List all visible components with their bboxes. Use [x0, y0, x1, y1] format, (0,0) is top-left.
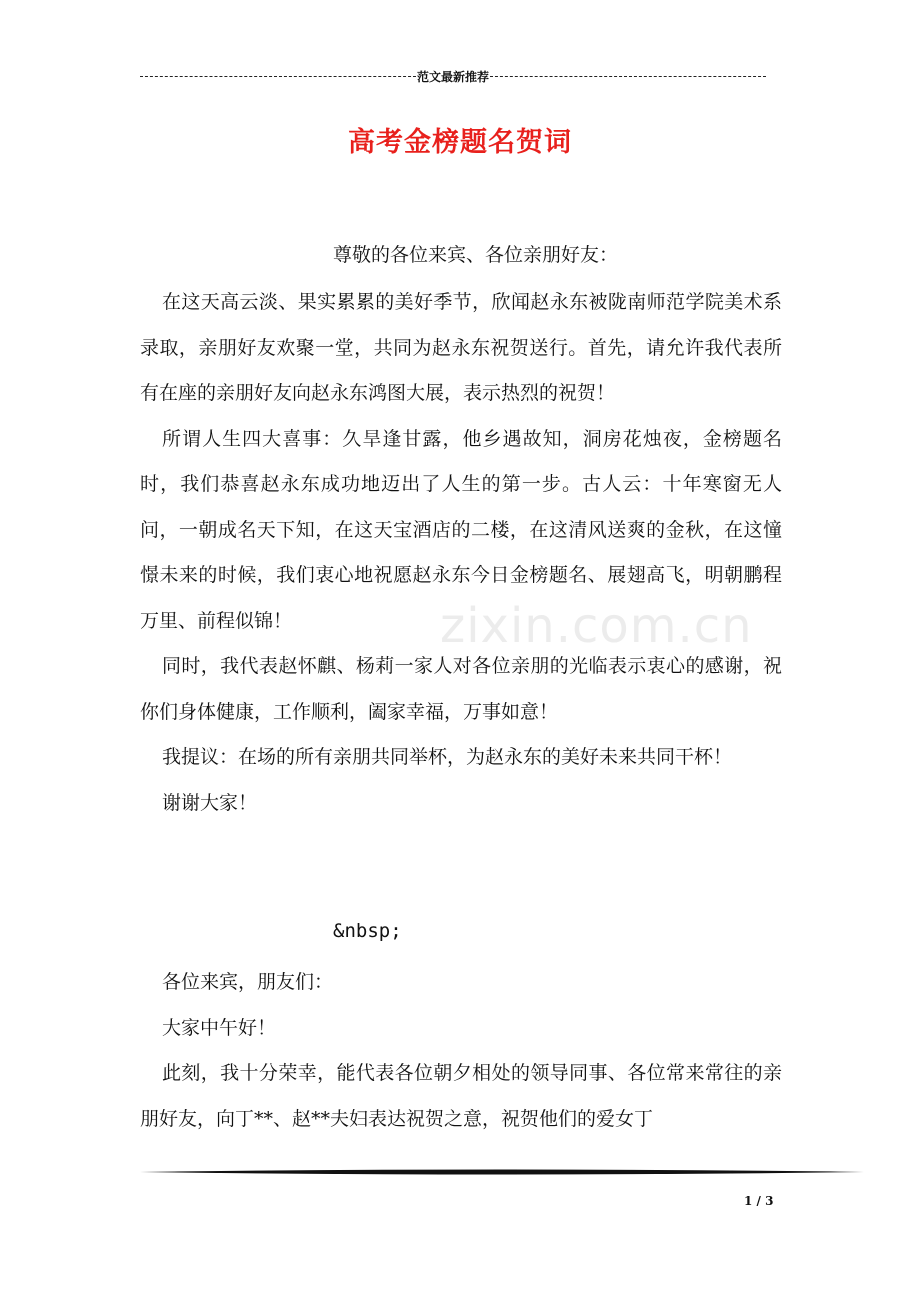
body-section-2	[140, 960, 782, 1142]
paragraph: 在这天高云淡、果实累累的美好季节，欣闻赵永东被陇南师范学院美术系录取，亲朋好友欢聚一堂，共同为赵永东祝贺送行。首先，请允许我代表所有在座的亲朋好友向赵永东鸿图大展，表示热烈的祝贺！	[140, 291, 782, 404]
header-dash-right	[490, 76, 766, 77]
document-title: 高考金榜题名贺词	[348, 127, 572, 158]
paragraph: 所谓人生四大喜事：久旱逢甘露，他乡遇故知，洞房花烛夜，金榜题名时，我们恭喜赵永东成功地迈出了人生的第一步。古人云：十年寒窗无人问，一朝成名天下知，在这天宝酒店的二楼，在这清风送爽的金秋，在这憧憬未来的时候，我们衷心地祝愿赵永东今日金榜题名、展翅高飞，明朝鹏程万里、前程似锦！	[140, 427, 782, 632]
greeting-line: 尊敬的各位来宾、各位亲朋好友：	[333, 244, 619, 266]
page-header	[140, 66, 766, 86]
paragraph: 同时，我代表赵怀麒、杨莉一家人对各位亲朋的光临表示衷心的感谢，祝你们身体健康，工作顺利，阖家幸福，万事如意！	[140, 655, 782, 723]
paragraph: 此刻，我十分荣幸，能代表各位朝夕相处的领导同事、各位常来常往的亲朋好友，向丁**、赵**夫妇表达祝贺之意，祝贺他们的爱女丁	[140, 1062, 782, 1130]
watermark: zixin.com.cn	[440, 598, 753, 654]
page-number: 1 / 3	[744, 1194, 774, 1208]
paragraph: 大家中午好！	[162, 1016, 277, 1039]
footer-divider	[140, 1168, 864, 1176]
paragraph: 谢谢大家！	[162, 791, 258, 814]
header-dash-left	[140, 76, 416, 77]
header-label: 范文最新推荐	[417, 69, 490, 84]
paragraph: 我提议：在场的所有亲朋共同举杯，为赵永东的美好未来共同干杯！	[162, 746, 733, 768]
paragraph: 各位来宾，朋友们：	[162, 971, 334, 993]
nbsp-entity-text: &nbsp;	[333, 920, 402, 942]
body-section-1	[140, 280, 782, 826]
